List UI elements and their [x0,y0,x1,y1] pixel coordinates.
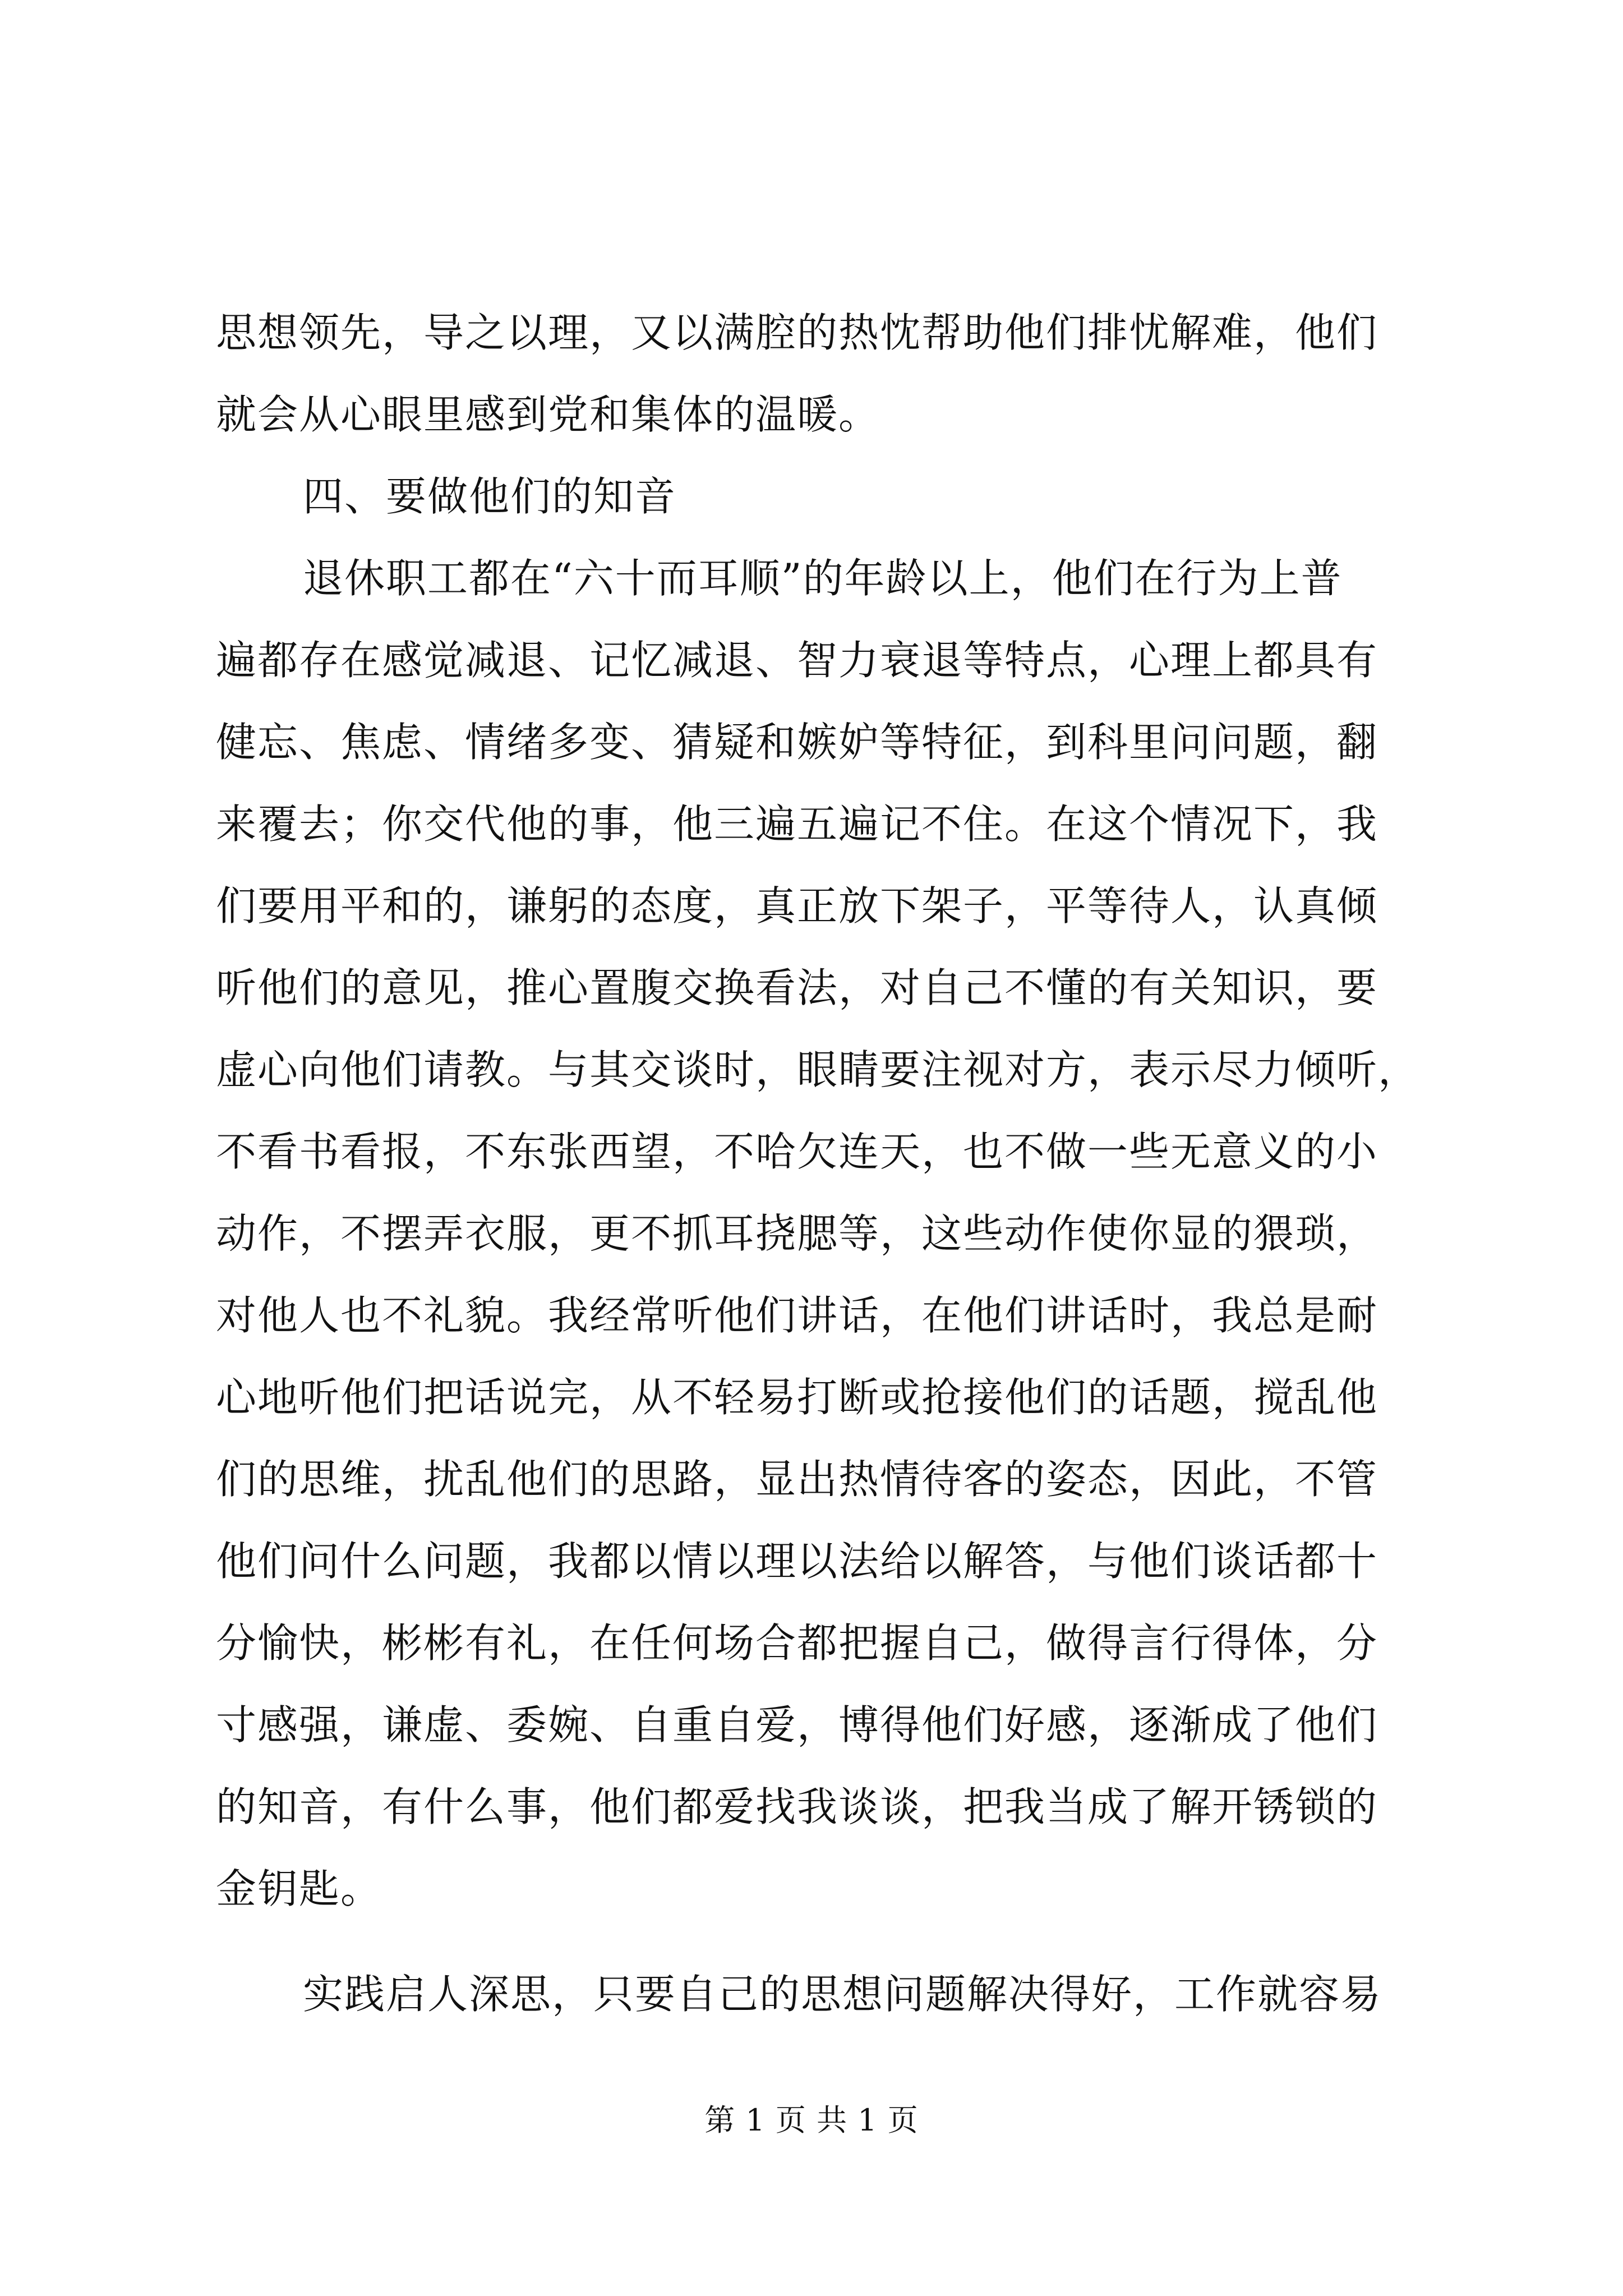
paragraph-main [216,537,1420,1930]
text-line: 们要用平和的，谦躬的态度，真正放下架子，平等待人，认真倾 [216,882,1378,930]
text-line: 金钥匙。 [216,1865,382,1912]
text-line: 实践启人深思，只要自己的思想问题解决得好，工作就容易 [303,1971,1382,2018]
text-line: 心地听他们把话说完，从不轻易打断或抢接他们的话题，搅乱他 [216,1374,1378,1421]
text-line: 对他人也不礼貌。我经常听他们讲话，在他们讲话时，我总是耐 [216,1292,1378,1339]
text-line: 寸感强，谦虚、委婉、自重自爱，博得他们好感，逐渐成了他们 [216,1701,1378,1749]
text-line: 虚心向他们请教。与其交谈时，眼睛要注视对方，表示尽力倾听， [216,1046,1420,1093]
section-heading [216,455,1416,537]
text-line: 动作，不摆弄衣服，更不抓耳挠腮等，这些动作使你显的猥琐， [216,1210,1378,1257]
text-line: 思想领先，导之以理，又以满腔的热忱帮助他们排忧解难，他们 [216,309,1378,356]
text-line: 他们问什么问题，我都以情以理以法给以解答，与他们谈话都十 [216,1538,1378,1585]
text-line: 分愉快，彬彬有礼，在任何场合都把握自己，做得言行得体，分 [216,1619,1378,1667]
document-body [216,292,1420,2035]
text-line: 们的思维，扰乱他们的思路，显出热情待客的姿态，因此，不管 [216,1456,1378,1503]
text-line: 退休职工都在“六十而耳顺”的年龄以上，他们在行为上普 [303,555,1343,602]
page-footer: 第 1 页 共 1 页 [704,2102,919,2138]
text-line: 的知音，有什么事，他们都爱找我谈谈，把我当成了解开锈锁的 [216,1783,1378,1830]
text-line: 不看书看报，不东张西望，不哈欠连天，也不做一些无意义的小 [216,1128,1378,1175]
paragraph-continuation [216,292,1416,455]
text-line: 听他们的意见，推心置腹交换看法，对自己不懂的有关知识，要 [216,964,1378,1011]
heading-text: 四、要做他们的知音 [303,473,677,520]
text-line: 来覆去；你交代他的事，他三遍五遍记不住。在这个情况下，我 [216,800,1378,848]
text-line: 健忘、焦虑、情绪多变、猜疑和嫉妒等特征，到科里问问题，翻 [216,719,1378,766]
text-line: 遍都存在感觉减退、记忆减退、智力衰退等特点，心理上都具有 [216,637,1378,684]
text-line: 就会从心眼里感到党和集体的温暖。 [216,391,880,438]
paragraph-next [216,1953,1416,2035]
